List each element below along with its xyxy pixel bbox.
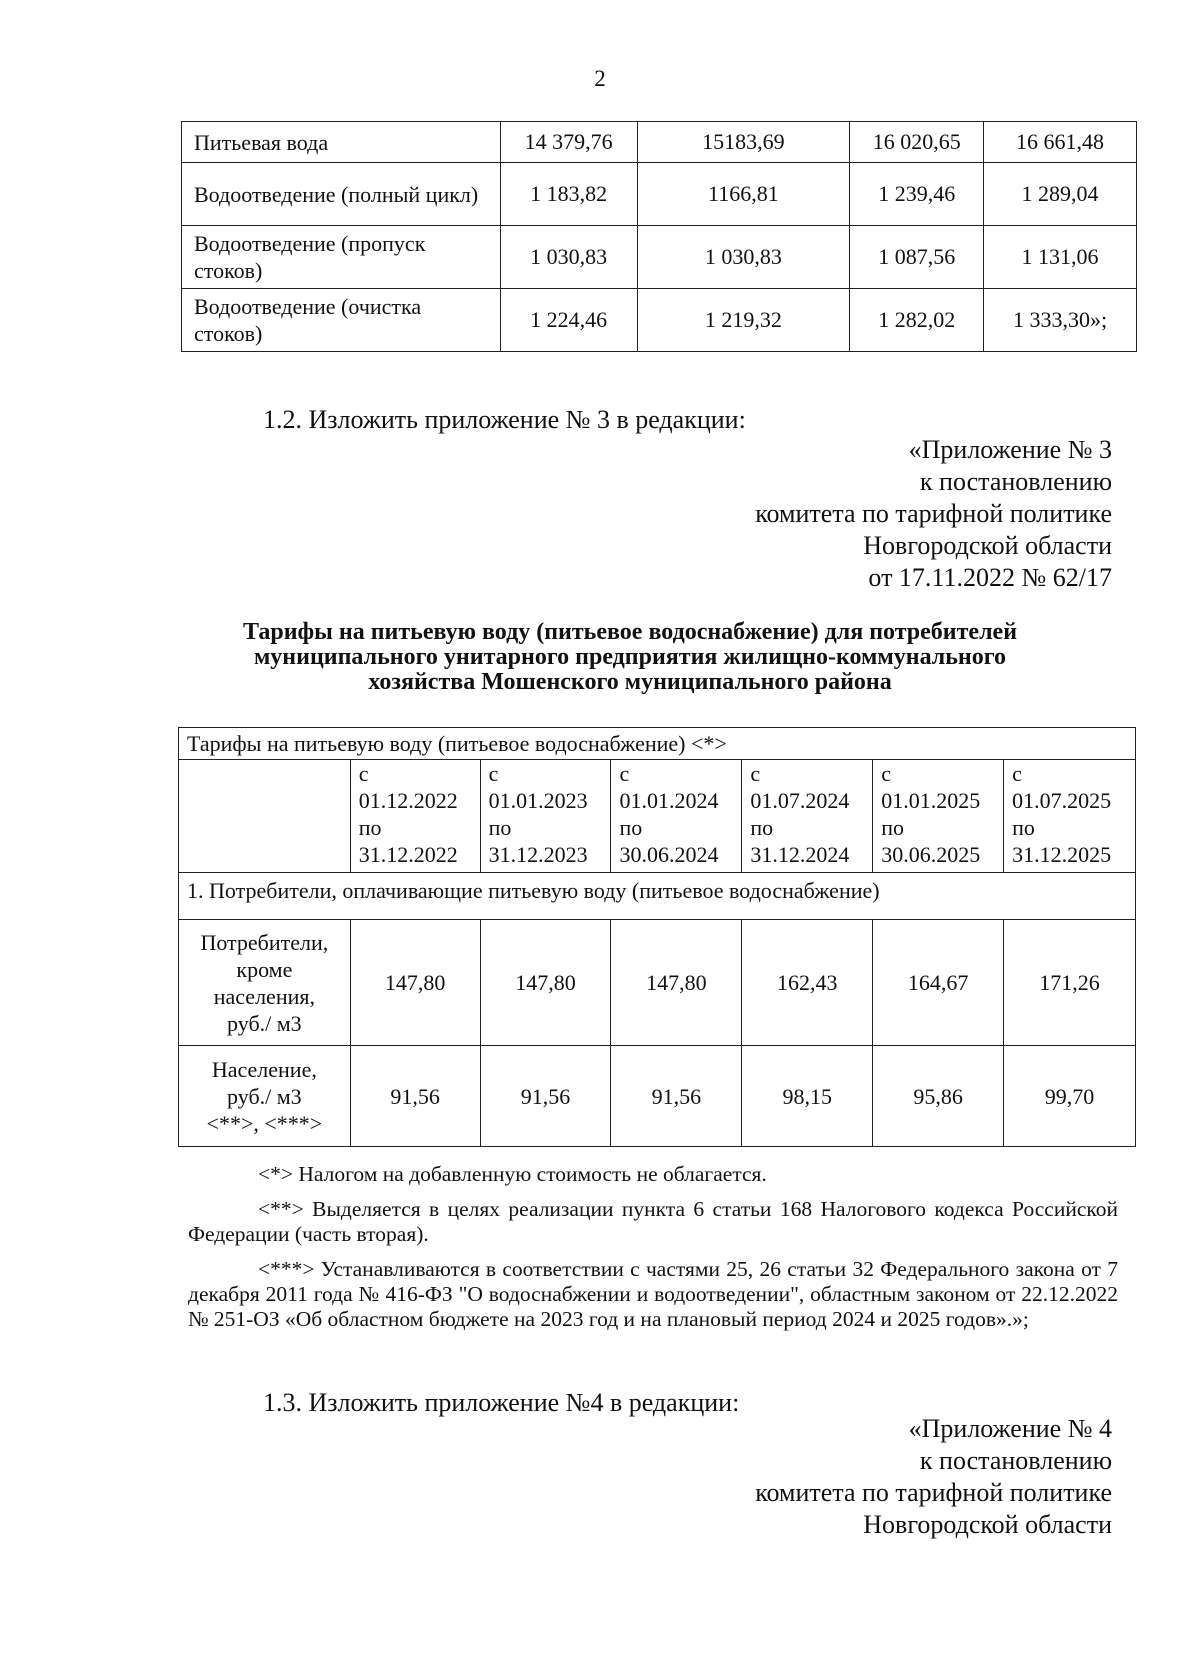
appendix-4-header	[755, 1413, 1112, 1541]
value-cell: 16 020,65	[850, 122, 984, 163]
appendix-line: «Приложение № 3	[908, 435, 1112, 464]
value-cell: 1 239,46	[850, 163, 984, 226]
section-row	[179, 873, 1136, 920]
period-cell: с 01.07.2024 по 31.12.2024	[742, 760, 873, 873]
value-cell: 95,86	[873, 1046, 1004, 1147]
value-cell: 1 219,32	[637, 289, 850, 352]
footnote-2: <**> Выделяется в целях реализации пункта 6 статьи 168 Налогового кодекса Российской Федерации (часть вторая).	[188, 1197, 1118, 1246]
row-name: Водоотведение (пропуск стоков)	[182, 226, 501, 289]
section-header: 1. Потребители, оплачивающие питьевую воду (питьевое водоснабжение)	[179, 873, 1136, 920]
title-line: муниципального унитарного предприятия жилищно-коммунального	[253, 644, 1007, 670]
value-cell: 99,70	[1004, 1046, 1136, 1147]
appendix-line: «Приложение № 4	[908, 1414, 1112, 1443]
appendix-3-header	[755, 434, 1112, 594]
row-name: Водоотведение (очистка стоков)	[182, 289, 501, 352]
value-cell: 15183,69	[637, 122, 850, 163]
value-cell: 171,26	[1004, 920, 1136, 1046]
value-cell: 147,80	[480, 920, 611, 1046]
value-cell: 1 289,04	[984, 163, 1137, 226]
appendix-line: к постановлению	[919, 467, 1112, 496]
value-cell: 16 661,48	[984, 122, 1137, 163]
appendix-line: к постановлению	[919, 1446, 1112, 1475]
value-cell: 1 183,82	[500, 163, 637, 226]
value-cell: 14 379,76	[500, 122, 637, 163]
tariff-continuation-table	[181, 121, 1137, 352]
period-cell: с 01.01.2025 по 30.06.2025	[873, 760, 1004, 873]
footnote-3: <***> Устанавливаются в соответствии с частями 25, 26 статьи 32 Федерального закона от 7 декабря 2011 года № 416-ФЗ "О водоснабжении и водоотведении", областным законом от 22.12.2022 № 251-ОЗ «Об областном бюджете на 2023 год и на плановый период 2024 и 2025 годов».»;	[188, 1257, 1118, 1331]
value-cell: 162,43	[742, 920, 873, 1046]
value-cell: 1 224,46	[500, 289, 637, 352]
period-cell: с 01.12.2022 по 31.12.2022	[350, 760, 480, 873]
value-cell: 1 282,02	[850, 289, 984, 352]
paragraph-1-2: 1.2. Изложить приложение № 3 в редакции:	[263, 405, 746, 434]
appendix-line: комитета по тарифной политике	[755, 1478, 1112, 1507]
value-cell: 1 030,83	[500, 226, 637, 289]
period-cell: с 01.01.2023 по 31.12.2023	[480, 760, 611, 873]
table-row	[179, 1046, 1136, 1147]
empty-cell	[179, 760, 351, 873]
value-cell: 91,56	[350, 1046, 480, 1147]
row-name: Водоотведение (полный цикл)	[182, 163, 501, 226]
value-cell: 1 030,83	[637, 226, 850, 289]
title-line: Тарифы на питьевую воду (питьевое водоснабжение) для потребителей	[242, 619, 1018, 645]
appendix-line: от 17.11.2022 № 62/17	[868, 563, 1112, 592]
table-row	[179, 920, 1136, 1046]
row-name: Потребители, кроме населения, руб./ м3	[179, 920, 351, 1046]
water-tariff-table	[178, 727, 1136, 1147]
tariff-title	[170, 620, 1090, 695]
value-cell: 147,80	[350, 920, 480, 1046]
appendix-line: Новгородской области	[863, 1510, 1112, 1539]
value-cell: 91,56	[611, 1046, 742, 1147]
table-row	[182, 163, 1137, 226]
period-row	[179, 760, 1136, 873]
row-name: Питьевая вода	[182, 122, 501, 163]
value-cell: 1166,81	[637, 163, 850, 226]
value-cell: 1 131,06	[984, 226, 1137, 289]
value-cell: 98,15	[742, 1046, 873, 1147]
value-cell: 91,56	[480, 1046, 611, 1147]
value-cell: 1 333,30»;	[984, 289, 1137, 352]
period-cell: с 01.07.2025 по 31.12.2025	[1004, 760, 1136, 873]
footnote-1: <*> Налогом на добавленную стоимость не облагается.	[258, 1162, 767, 1186]
row-name: Население, руб./ м3 <**>, <***>	[179, 1046, 351, 1147]
period-cell: с 01.01.2024 по 30.06.2024	[611, 760, 742, 873]
value-cell: 164,67	[873, 920, 1004, 1046]
appendix-line: комитета по тарифной политике	[755, 499, 1112, 528]
table-header: Тарифы на питьевую воду (питьевое водоснабжение) <*>	[179, 728, 1136, 760]
paragraph-1-3: 1.3. Изложить приложение №4 в редакции:	[263, 1388, 740, 1417]
table-row	[182, 289, 1137, 352]
page-number: 2	[594, 66, 606, 91]
table-row	[182, 122, 1137, 163]
table-header-row	[179, 728, 1136, 760]
footnotes	[188, 1162, 1118, 1332]
value-cell: 1 087,56	[850, 226, 984, 289]
title-line: хозяйства Мошенского муниципального района	[368, 669, 892, 695]
value-cell: 147,80	[611, 920, 742, 1046]
table-row	[182, 226, 1137, 289]
appendix-line: Новгородской области	[863, 531, 1112, 560]
